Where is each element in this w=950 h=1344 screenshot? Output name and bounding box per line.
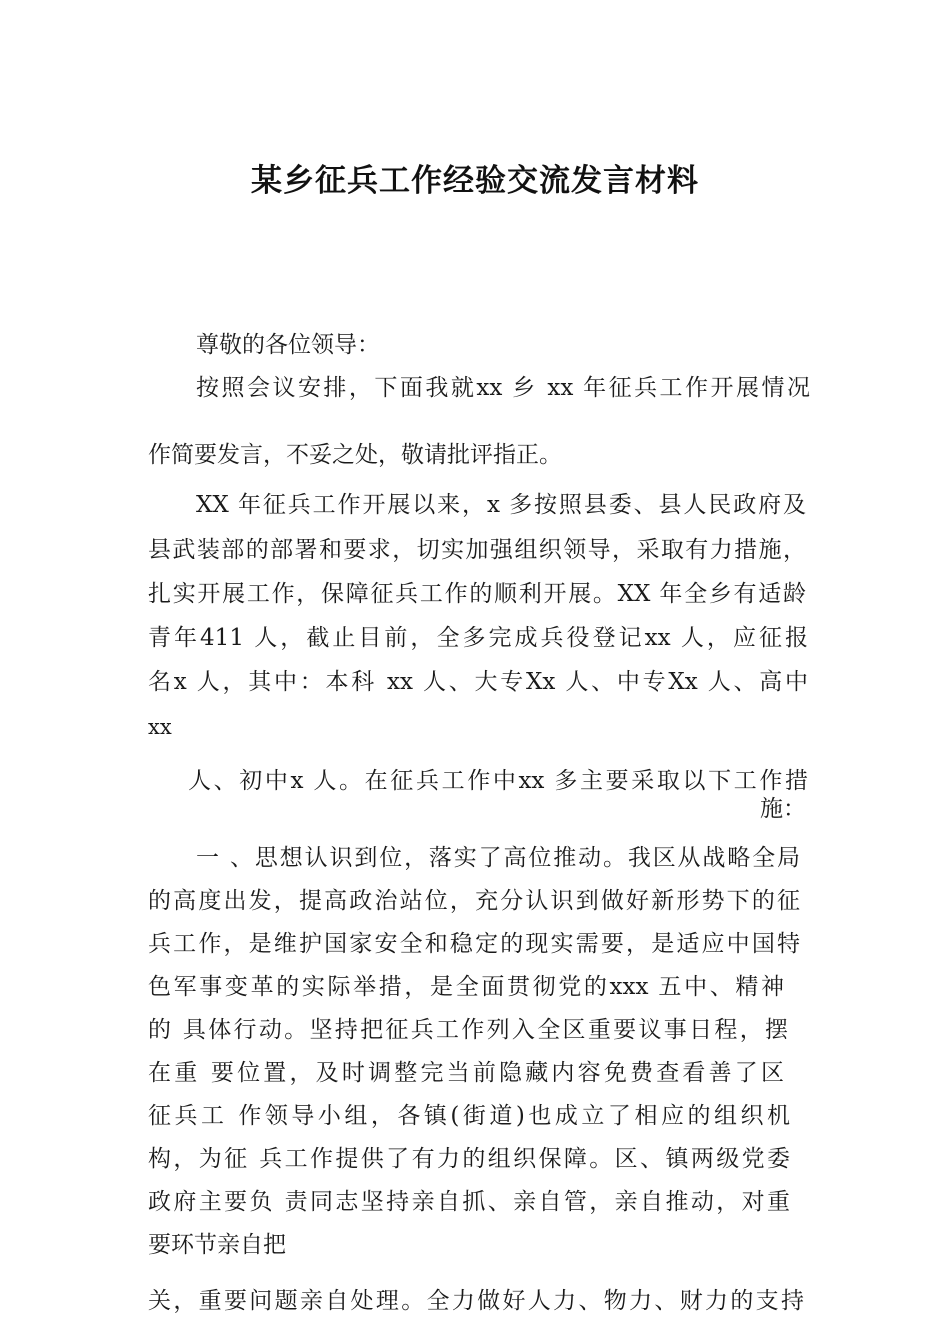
paragraph-line: 县武装部的部署和要求，切实加强组织领导，采取有力措施， [148,537,806,563]
paragraph-line: 扎实开展工作，保障征兵工作的顺利开展。XX 年全乡有适龄 [148,581,806,607]
paragraph-line: 兵工作，是维护国家安全和稳定的现实需要，是适应中国特 [148,931,800,957]
paragraph-line: 要环节亲自把 [148,1232,286,1258]
paragraph-line: 人、初中x 人。在征兵工作中xx 多主要采取以下工作措 [188,768,808,794]
paragraph-line: xx [148,715,172,739]
paragraph-line: XX 年征兵工作开展以来，x 多按照县委、县人民政府及 [196,492,806,518]
paragraph-line: 施： [760,796,806,822]
document-title: 某乡征兵工作经验交流发言材料 [251,163,699,199]
paragraph-line: 色军事变革的实际举措，是全面贯彻党的xxx 五中、精神 [148,974,784,1000]
paragraph-line: 名x 人，其中：本科 xx 人、大专Xx 人、中专Xx 人、高中 [148,669,808,695]
salutation: 尊敬的各位领导： [196,332,380,358]
paragraph-line: 构，为征 兵工作提供了有力的组织保障。区、镇两级党委 [148,1146,790,1172]
section-heading-line: 一 、思想认识到位，落实了高位推动。我区从战略全局 [196,845,800,871]
paragraph-line: 的 具体行动。坚持把征兵工作列入全区重要议事日程，摆 [148,1017,788,1043]
paragraph-line: 按照会议安排，下面我就xx 乡 xx 年征兵工作开展情况 [196,375,810,401]
paragraph-line: 征兵工 作领导小组，各镇(街道)也成立了相应的组织机 [148,1103,790,1129]
paragraph-line: 政府主要负 责同志坚持亲自抓、亲自管，亲自推动，对重 [148,1189,790,1215]
paragraph-line: 青年411 人，截止目前，全多完成兵役登记xx 人，应征报 [148,625,808,651]
paragraph-line: 作简要发言，不妥之处，敬请批评指正。 [148,442,562,468]
paragraph-line: 关，重要问题亲自处理。全力做好人力、物力、财力的支持 [148,1288,804,1314]
paragraph-line: 的高度出发，提高政治站位，充分认识到做好新形势下的征 [148,888,800,914]
paragraph-line: 在重 要位置，及时调整完当前隐藏内容免费查看善了区 [148,1060,784,1086]
